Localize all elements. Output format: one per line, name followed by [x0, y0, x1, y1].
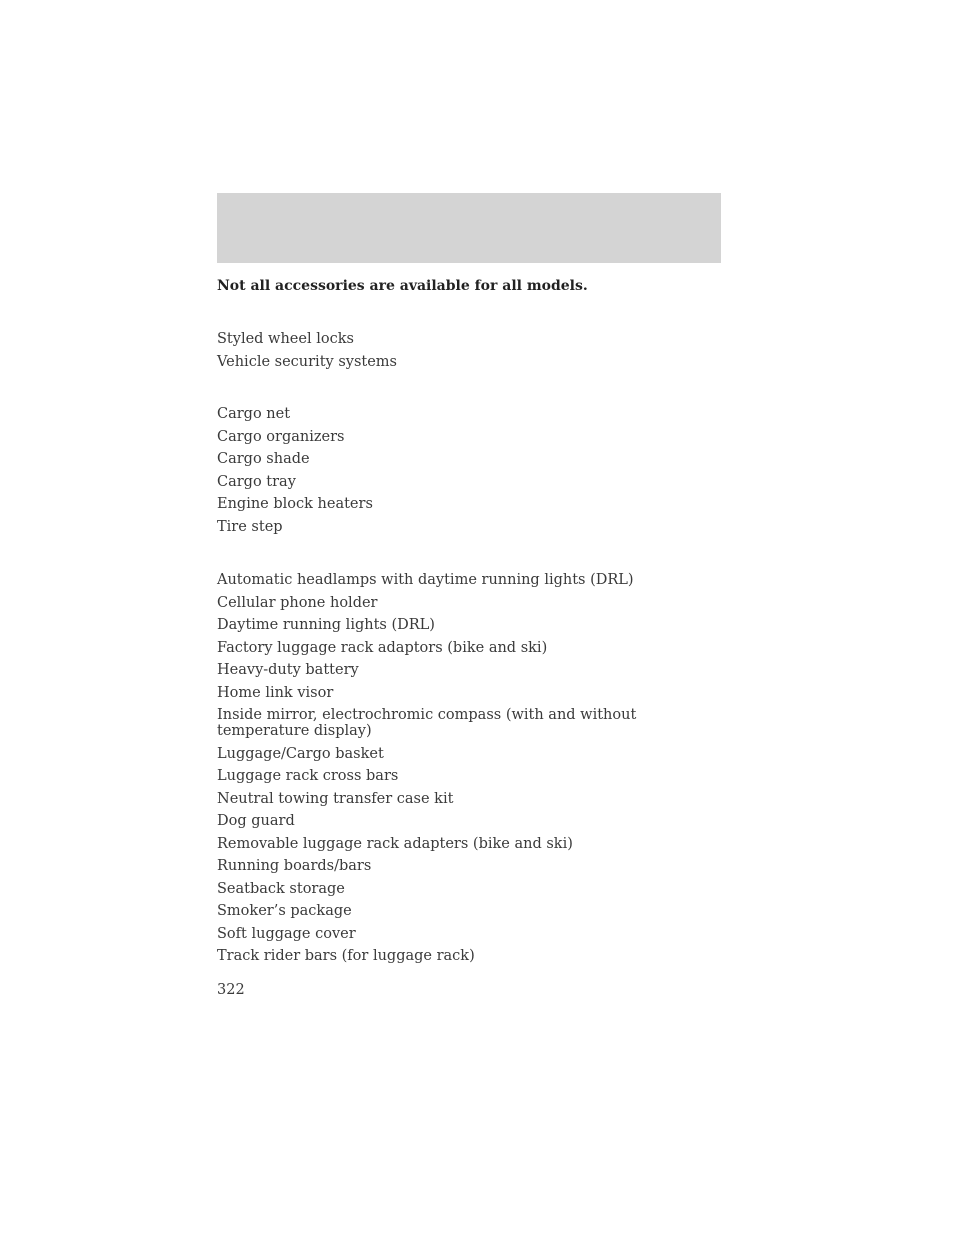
accessory-list-utility	[217, 406, 721, 535]
list-item: Luggage/Cargo basket	[217, 745, 384, 762]
list-item: Cargo net	[217, 406, 291, 422]
accessory-list-convenience	[217, 572, 721, 964]
list-item: Cargo tray	[217, 473, 296, 490]
list-item: Dog guard	[217, 813, 295, 829]
list-item: Tire step	[217, 518, 283, 535]
section-header-band	[217, 193, 721, 263]
list-item: Removable luggage rack adapters (bike and ski)	[217, 835, 573, 852]
list-item: Vehicle security systems	[217, 353, 397, 370]
page-number: 322	[217, 982, 245, 998]
list-item: Home link visor	[217, 684, 334, 701]
list-item: Running boards/bars	[217, 858, 372, 874]
list-item: Cargo shade	[217, 451, 310, 467]
list-item: Track rider bars (for luggage rack)	[217, 948, 475, 964]
accessory-list-security	[217, 331, 721, 370]
list-item: Automatic headlamps with daytime running lights (DRL)	[217, 572, 634, 588]
list-item: Cellular phone holder	[217, 594, 378, 611]
list-item: Smoker’s package	[217, 903, 352, 919]
list-item: Cargo organizers	[217, 428, 345, 445]
list-item: Luggage rack cross bars	[217, 768, 399, 784]
list-item: Neutral towing transfer case kit	[217, 790, 454, 807]
list-item: Soft luggage cover	[217, 925, 356, 942]
list-item: Heavy-duty battery	[217, 662, 359, 678]
list-item: Seatback storage	[217, 880, 345, 897]
list-item: Daytime running lights (DRL)	[217, 617, 435, 633]
list-item: Factory luggage rack adaptors (bike and ski)	[217, 639, 548, 656]
list-item: Engine block heaters	[217, 496, 373, 512]
availability-notice: Not all accessories are available for all models.	[217, 278, 588, 294]
list-item: Styled wheel locks	[217, 331, 354, 347]
list-item: Inside mirror, electrochromic compass (with and without temperature display)	[217, 707, 637, 739]
